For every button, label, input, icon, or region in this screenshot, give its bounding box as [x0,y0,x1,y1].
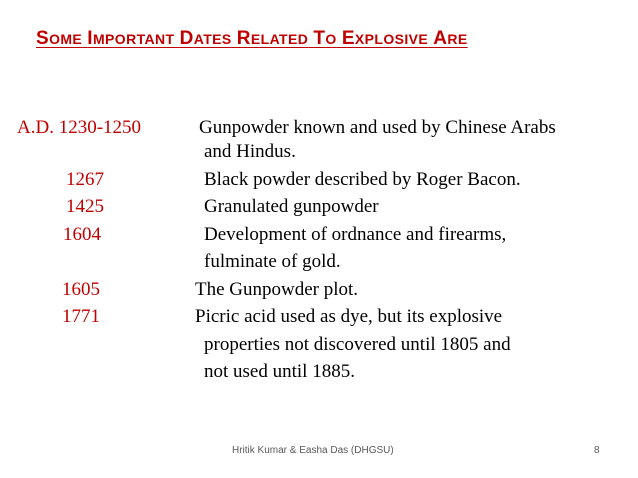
footer-author: Hritik Kumar & Easha Das (DHGSU) [232,445,394,456]
entry-description-line: The Gunpowder plot. [195,279,359,300]
entry-date: 1267 [66,169,104,190]
entry-description-line: Black powder described by Roger Bacon. [204,169,521,190]
entry-description-line: Picric acid used as dye, but its explosive [195,306,503,327]
entry-date: A.D. 1230-1250 [17,117,142,138]
page-number: 8 [594,445,600,456]
entry-date: 1605 [62,279,100,300]
entry-description-line: fulminate of gold. [204,251,341,272]
entry-description-line: Gunpowder known and used by Chinese Arabs [199,117,556,138]
entry-description-line: properties not discovered until 1805 and [204,334,511,355]
slide-title: SOME IMPORTANT DATES RELATED TO EXPLOSIVE ARE [36,28,468,49]
entry-description-line: not used until 1885. [204,361,355,382]
entry-description-line: and Hindus. [204,141,296,162]
entry-date: 1771 [62,306,100,327]
entry-date: 1425 [66,196,104,217]
entry-date: 1604 [63,224,101,245]
entry-description-line: Granulated gunpowder [204,196,379,217]
entry-description-line: Development of ordnance and firearms, [204,224,507,245]
